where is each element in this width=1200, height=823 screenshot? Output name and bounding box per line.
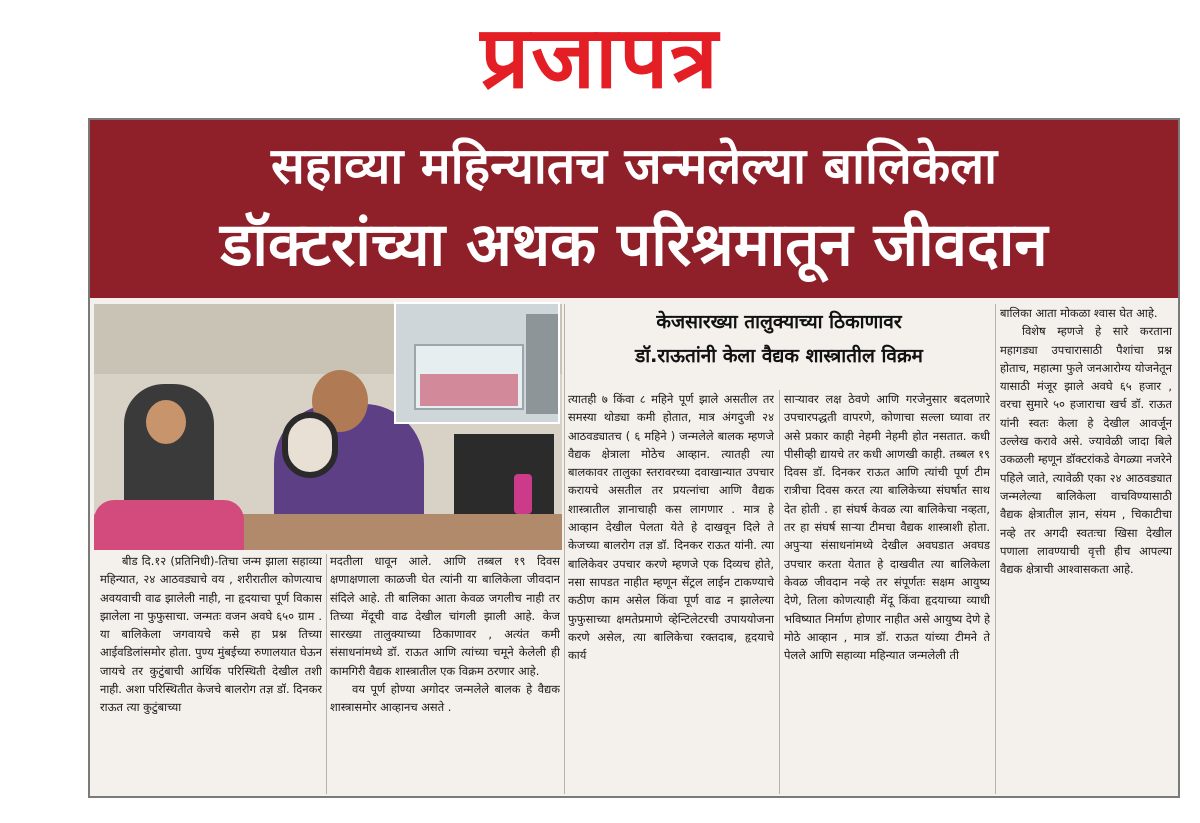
article-column-4 — [784, 390, 990, 796]
article-column-5 — [1000, 304, 1172, 794]
subheadline — [568, 304, 990, 384]
photo-baby — [282, 412, 338, 478]
news-clipping — [88, 118, 1180, 798]
column-2-paragraph-1: मदतीला धावून आले. आणि तब्बल १९ दिवस क्षणाक्षणाला काळजी घेत त्यांनी या बालिकेला जीवदान संदिले आहे. ती बालिका आता केवळ जगलीच नाही तर तिच्या मेंदूची वाढ देखील चांगली झाली आहे. केज सारख्या तालुक्याच्या ठिकाणावर , अत्यंत कमी संसाधनांमध्ये डॉ. राऊत आणि त्यांच्या चमूने केलेली ही कामगिरी वैद्यक शास्त्रातील एक विक्रम ठरणार आहे. — [330, 554, 560, 678]
article-column-2 — [330, 552, 560, 796]
photo-mother-face — [146, 400, 186, 444]
column-2-paragraph-2: वय पूर्ण होण्या अगोदर जन्मलेले बालक हे वैद्यक शास्त्रासमोर आव्हानच असते . — [330, 682, 560, 715]
inset-incubator-bed — [420, 374, 518, 406]
column-4-text: साऱ्यावर लक्ष ठेवणे आणि गरजेनुसार बदलणारे उपचारपद्धती वापरणे, कोणाचा सल्ला घ्यावा तर असे प्रकार काही नेहमी नेहमी होत नसतात. कधी पीसीव्ही द्यायचे तर कधी आणखी काही. तब्बल १९ दिवस डॉ. दिनकर राऊत आणि त्यांची पूर्ण टीम रात्रीचा दिवस करत त्या बालिकेच्या संघर्षात साथ देत होती . हा संघर्ष केवळ त्या बालिकेचा नव्हता, तर हा संघर्ष साऱ्या टीमचा वैद्यक शास्त्राशी होता. अपुऱ्या संसाधनांमध्ये देखील अवघडात अवघड उपचार करता येतात हे दाखवीत त्या बालिकेला केवळ जीवदान नव्हे तर संपूर्णतः सक्षम आयुष्य देणे, तिला कोणत्याही मेंदू किंवा हृदयाच्या व्याधी भविष्यात निर्माण होणार नाहीत असे आयुष्य देणे हे मोठे आव्हान , मात्र डॉ. राऊत यांच्या टीमने ते पेलले आणि सहाव्या महिन्यात जन्मलेली ती — [784, 392, 990, 663]
article-column-1 — [100, 552, 322, 796]
column-divider — [326, 554, 327, 794]
column-divider — [564, 304, 565, 794]
column-5-paragraph-2: विशेष म्हणजे हे सारे करताना महागड्या उपचारासाठी पैशांचा प्रश्न होताच, महात्मा फुले जनआरोग्य योजनेतून यासाठी मंजूर झाले अवघे ६५ हजार , वरचा सुमारे ५० हजाराचा खर्च डॉ. राऊत यांनी स्वतः केला हे देखील आवर्जून उल्लेख करावे असे. ज्यावेळी जादा बिले उकळली म्हणून डॉक्टरांकडे वेगळ्या नजरेने पहिले जाते, त्यावेळी एका २४ आठवड्यात जन्मलेल्या बालिकेला वाचविण्यासाठी वैद्यक क्षेत्रातील ज्ञान, संयम , चिकाटीचा नव्हे तर अगदी स्वतःचा खिसा देखील पणाला लावण्याची वृत्ती हीच आपल्या वैद्यक क्षेत्राची आश्वासकता आहे. — [1000, 324, 1172, 577]
subheadline-line-1: केजसारख्या तालुक्याच्या ठिकाणावर — [656, 311, 902, 333]
photo-bottle — [514, 474, 532, 514]
article-column-3 — [568, 390, 774, 796]
column-divider — [995, 304, 996, 794]
inset-ventilator — [526, 314, 558, 414]
photo-monitor — [454, 434, 554, 514]
headline-line-1: सहाव्या महिन्यातच जन्मलेल्या बालिकेला — [270, 137, 998, 195]
photo-blanket — [94, 500, 244, 550]
column-divider — [779, 390, 780, 794]
subheadline-line-2: डॉ.राऊतांनी केला वैद्यक शास्त्रातील विक्रम — [635, 345, 923, 367]
masthead-title: प्रजापत्र — [480, 8, 720, 108]
headline-band — [90, 120, 1178, 298]
headline-line-2: डॉक्टरांच्या अथक परिश्रमातून जीवदान — [220, 210, 1048, 280]
column-5-paragraph-1: बालिका आता मोकळा श्वास घेत आहे. — [1000, 306, 1158, 320]
masthead — [0, 0, 1200, 118]
column-1-text: बीड दि.१२ (प्रतिनिधी)-तिचा जन्म झाला सहाव्या महिन्यात, २४ आठवड्याचे वय , शरीरातील कोणत्याच अवयवाची वाढ झालेली नाही, ना हृदयाचा पूर्ण विकास झालेला ना फुफुसाचा. जन्मतः वजन अवघे ६५० ग्राम . या बालिकेला जगवायचे कसे हा प्रश्न तिच्या आईवडिलांसमोर होता. पुण्य मुंबईच्या रुणालयात घेऊन जायचे तर कुटुंबाची आर्थिक परिस्थिती देखील तशी नाही. अशा परिस्थितीत केजचे बालरोग तज्ञ डॉ. दिनकर राऊत त्या कुटुंबाच्या — [100, 554, 322, 715]
inset-photo-incubator — [394, 302, 560, 424]
column-3-text: त्यातही ७ किंवा ८ महिने पूर्ण झाले असतील तर समस्या थोड्या कमी होतात, मात्र अंगदुजी २४ आठवड्यातच ( ६ महिने ) जन्मलेले बालक म्हणजे वैद्यक क्षेत्राला मोठेच आव्हान. त्यातही त्या बालकावर तालुका स्तरावरच्या दवाखान्यात उपचार करायचे असतील तर प्रयत्नांचा आणि वैद्यक शास्त्रातील ज्ञानाचाही कस लागणार . मात्र हे आव्हान देखील पेलता येते हे दाखवून दिले ते केजच्या बालरोग तज्ञ डॉ. दिनकर राऊत यांनी. त्या बालिकेवर उपचार करणे म्हणजे एक दिव्यच होते, नसा सापडत नाहीत म्हणून सेंट्रल लाईन टाकण्याचे कठीण काम असेल किंवा पूर्ण वाढ न झालेल्या फुफुसाच्या क्षमतेप्रमाणे व्हेन्टिलेटरची उपाययोजना करणे असेल, त्या बालिकेचा रक्तदाब, हृदयाचे कार्य — [568, 392, 774, 663]
